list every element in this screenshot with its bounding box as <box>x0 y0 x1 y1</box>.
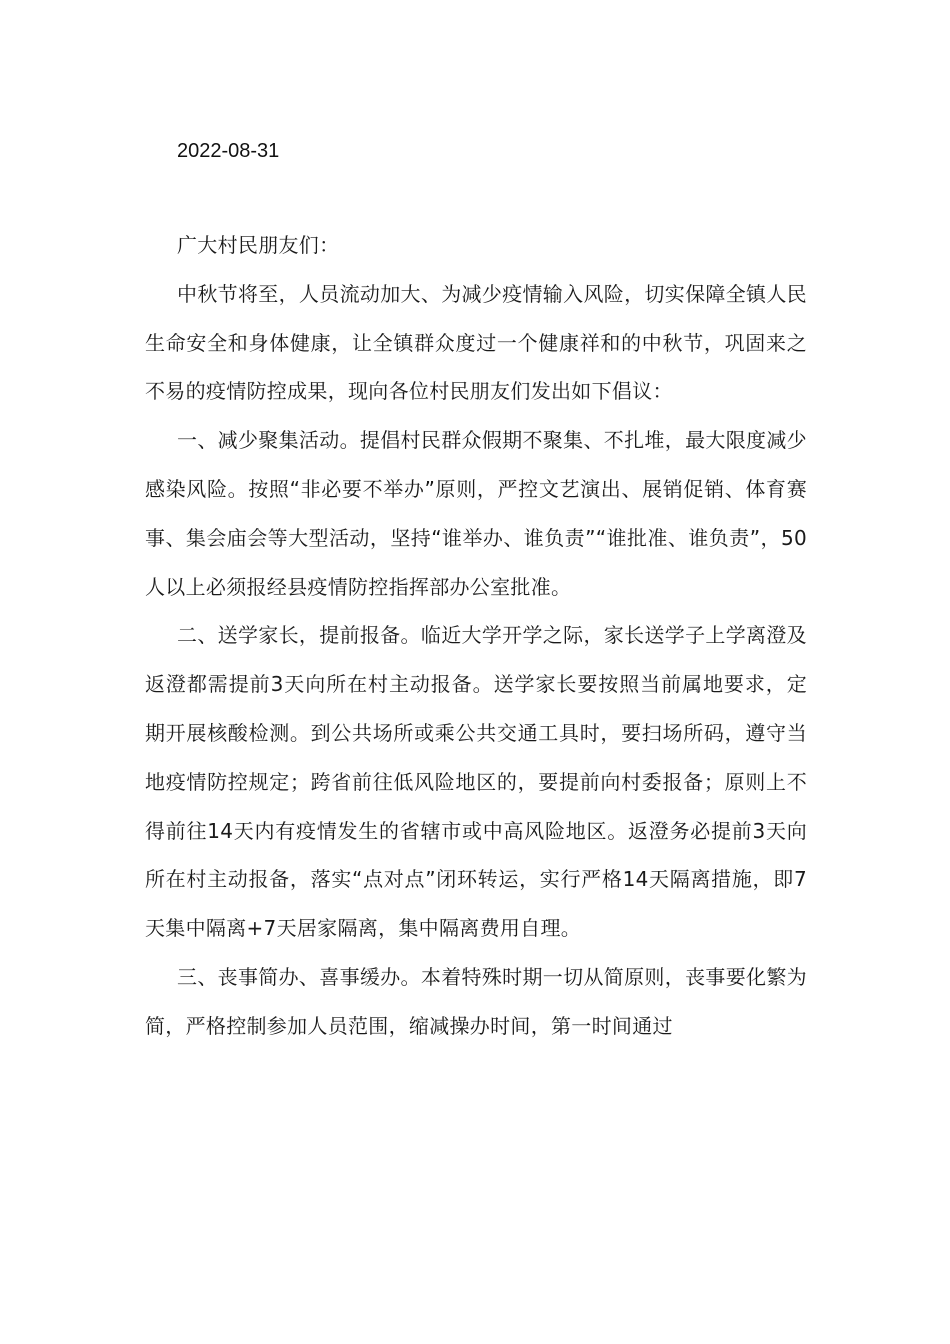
document-date: 2022-08-31 <box>177 140 280 162</box>
paragraph-item-1: 一、减少聚集活动。提倡村民群众假期不聚集、不扎堆，最大限度减少感染风险。按照“非必要不举办”原则，严控文艺演出、展销促销、体育赛事、集会庙会等大型活动，坚持“谁举办、谁负责”“谁批准、谁负责”，50人以上必须报经县疫情防控指挥部办公室批准。 <box>145 428 807 599</box>
paragraph-intro: 中秋节将至，人员流动加大、为减少疫情输入风险，切实保障全镇人民生命安全和身体健康，让全镇群众度过一个健康祥和的中秋节，巩固来之不易的疫情防控成果，现向各位村民朋友们发出如下倡议： <box>145 281 807 404</box>
paragraph-item-3: 三、丧事简办、喜事缓办。本着特殊时期一切从简原则，丧事要化繁为简，严格控制参加人员范围，缩减操办时间，第一时间通过 <box>145 964 807 1038</box>
paragraph-item-2: 二、送学家长，提前报备。临近大学开学之际，家长送学子上学离澄及返澄都需提前3天向所在村主动报备。送学家长要按照当前属地要求，定期开展核酸检测。到公共场所或乘公共交通工具时，要扫场所码，遵守当地疫情防控规定；跨省前往低风险地区的，要提前向村委报备；原则上不得前往14天内有疫情发生的省辖市或中高风险地区。返澄务必提前3天向所在村主动报备，落实“点对点”闭环转运，实行严格14天隔离措施，即7天集中隔离+7天居家隔离，集中隔离费用自理。 <box>145 623 807 941</box>
salutation: 广大村民朋友们： <box>177 233 340 257</box>
document-body <box>145 221 807 1051</box>
